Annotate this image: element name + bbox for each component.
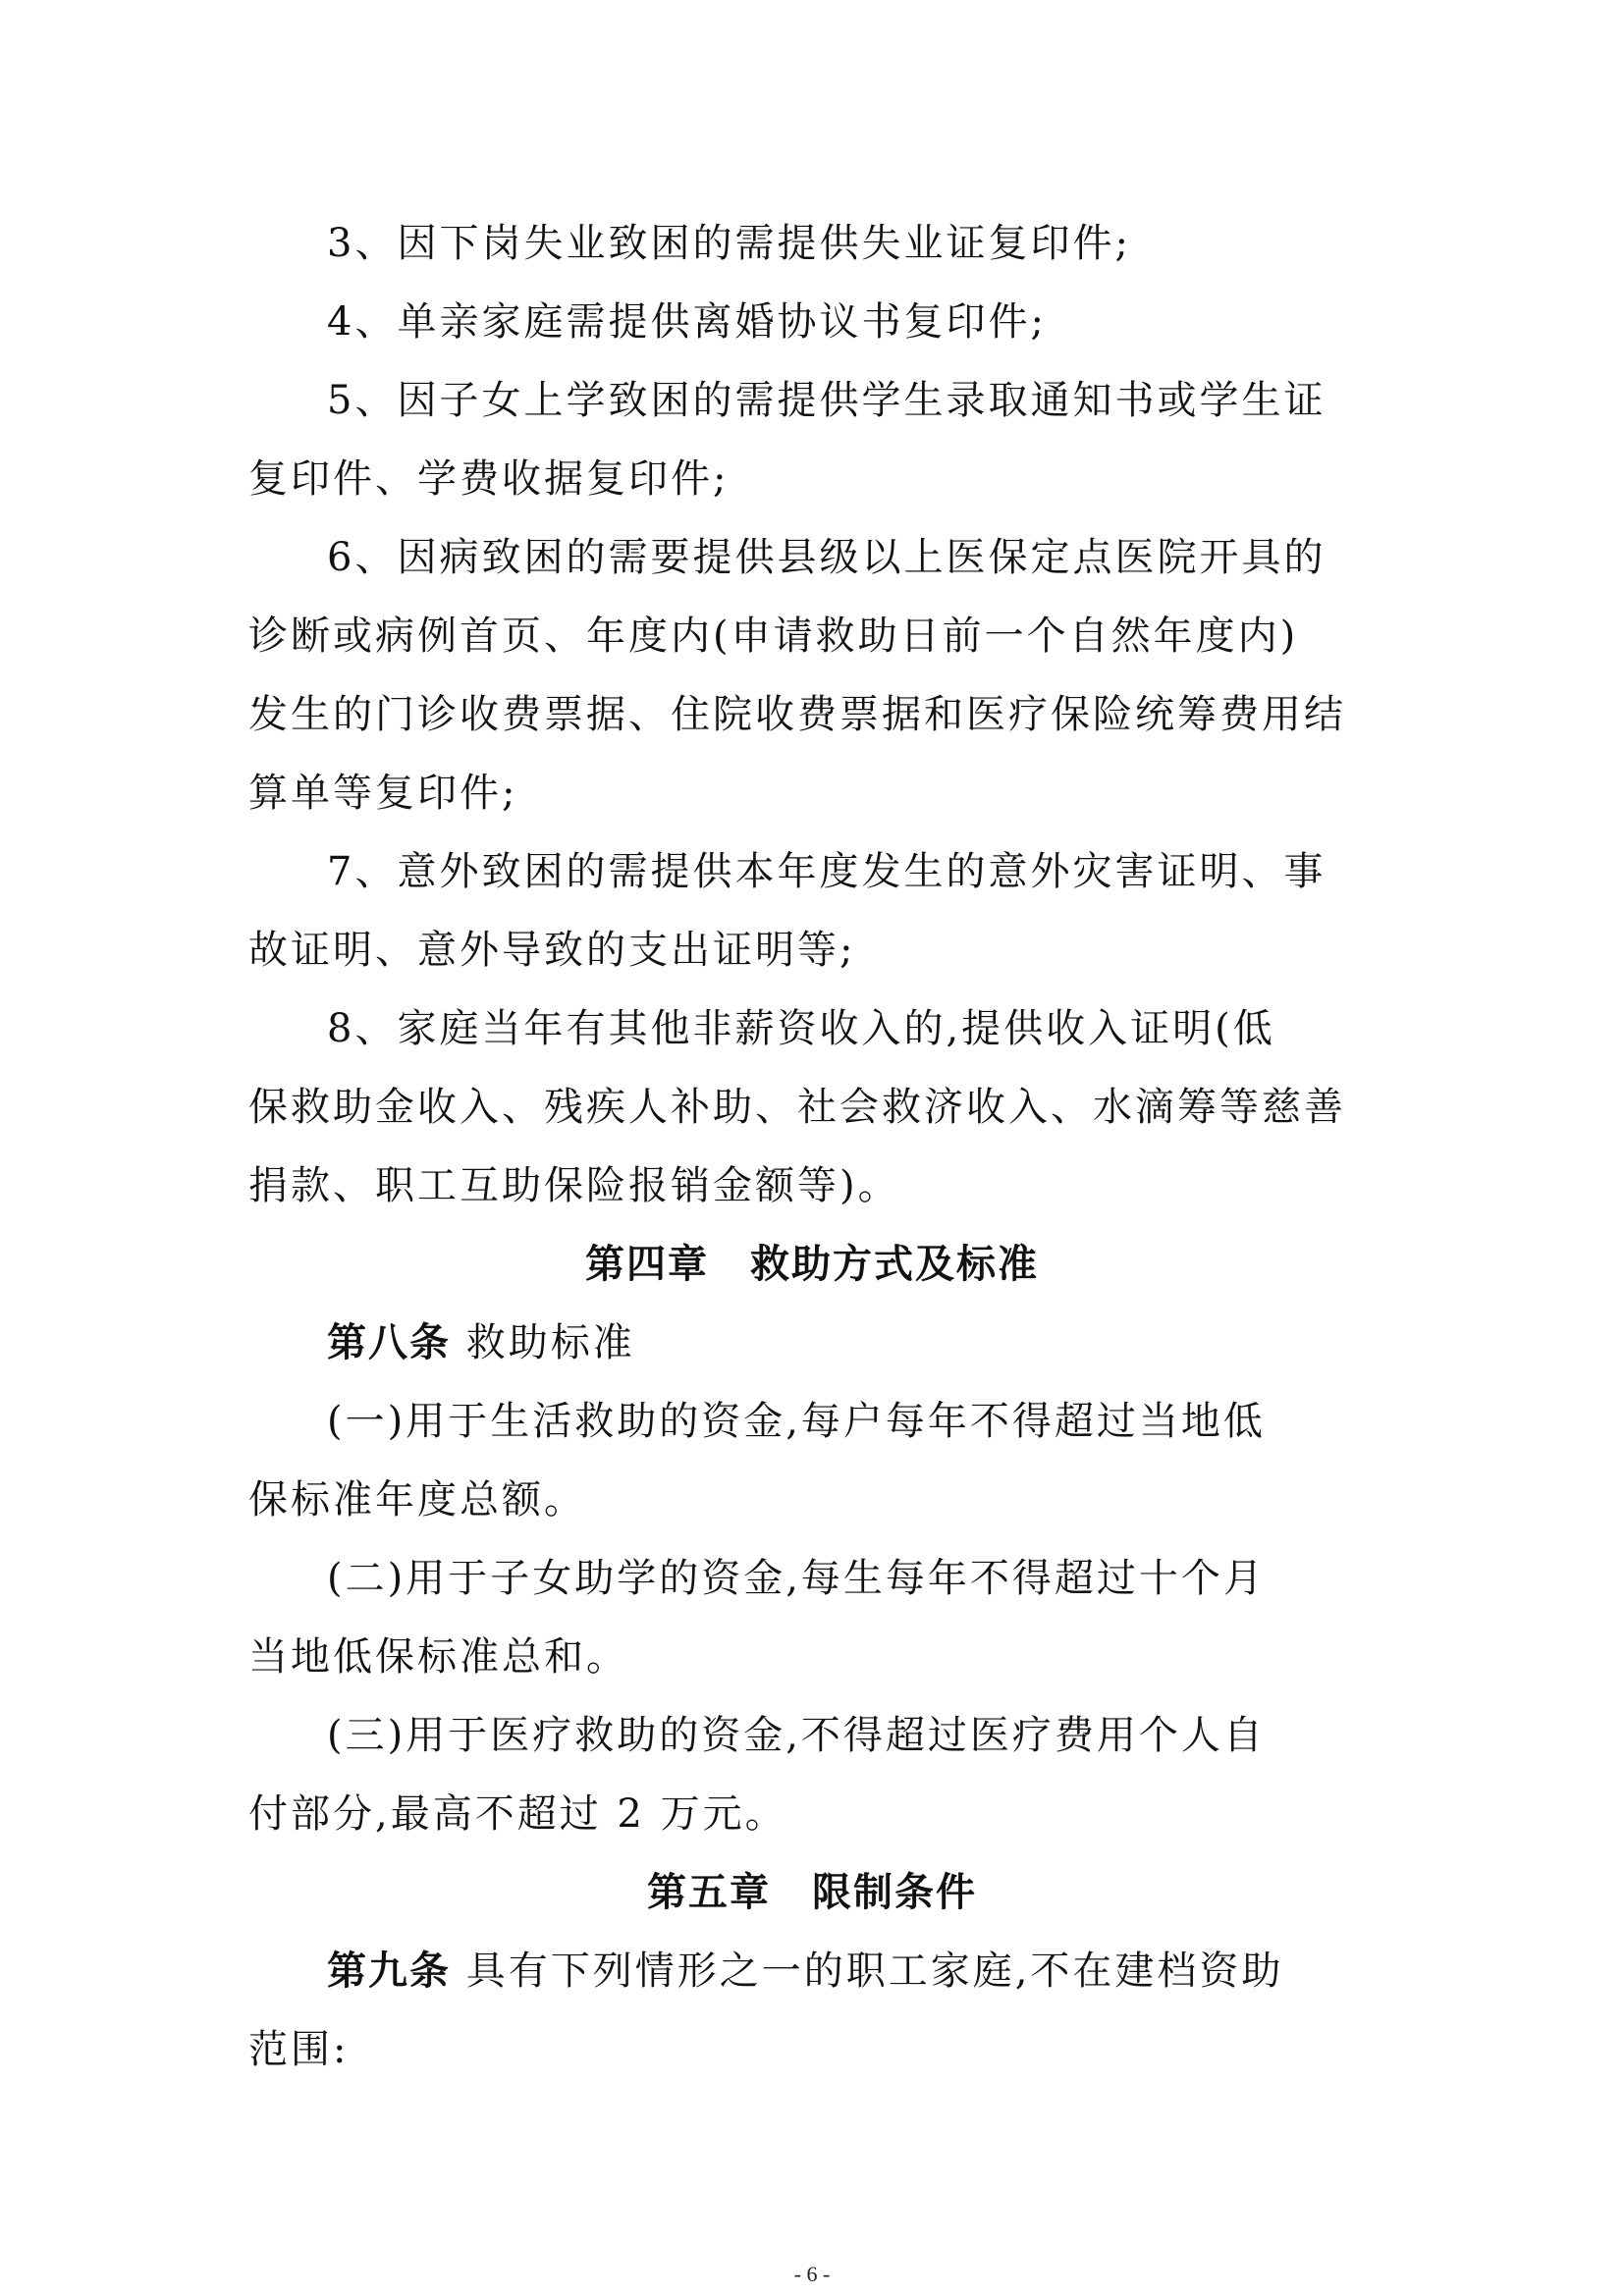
article-9-line xyxy=(0,1946,1624,1997)
body-line-5: 6、因病致困的需要提供县级以上医保定点医院开具的 xyxy=(327,535,1326,580)
article-8-item-1-line-1: (一)用于生活救助的资金,每户每年不得超过当地低 xyxy=(327,1399,1266,1444)
body-line-7: 发生的门诊收费票据、住院收费票据和医疗保险统筹费用结 xyxy=(248,692,1346,737)
body-line-12: 保救助金收入、残疾人补助、社会救济收入、水滴筹等慈善 xyxy=(248,1085,1346,1130)
article-8-item-2-line-1: (二)用于子女助学的资金,每生每年不得超过十个月 xyxy=(327,1556,1266,1601)
body-line-3: 5、因子女上学致困的需提供学生录取通知书或学生证 xyxy=(327,378,1326,423)
article-9-text: 具有下列情形之一的职工家庭,不在建档资助 xyxy=(465,1949,1284,1994)
body-line-10: 故证明、意外导致的支出证明等; xyxy=(248,928,856,973)
page-number: - 6 - xyxy=(793,2262,831,2286)
body-line-4: 复印件、学费收据复印件; xyxy=(248,456,730,502)
chapter-5-heading: 第五章 限制条件 xyxy=(647,1870,977,1915)
article-9-label: 第九条 xyxy=(327,1949,451,1994)
body-line-11: 8、家庭当年有其他非薪资收入的,提供收入证明(低 xyxy=(327,1006,1275,1051)
article-8-line xyxy=(0,1317,1624,1368)
article-8-item-3-line-2: 付部分,最高不超过 2 万元。 xyxy=(248,1791,787,1837)
article-8-item-1-line-2: 保标准年度总额。 xyxy=(248,1477,586,1522)
chapter-4-heading: 第四章 救助方式及标准 xyxy=(585,1242,1039,1287)
article-8-label: 第八条 xyxy=(327,1320,451,1365)
body-line-9: 7、意外致困的需提供本年度发生的意外灾害证明、事 xyxy=(327,849,1326,894)
body-line-13: 捐款、职工互助保险报销金额等)。 xyxy=(248,1163,900,1208)
article-8-title: 救助标准 xyxy=(465,1320,635,1365)
article-9-continuation: 范围: xyxy=(248,2027,350,2072)
body-line-8: 算单等复印件; xyxy=(248,771,518,816)
article-8-item-2-line-2: 当地低保标准总和。 xyxy=(248,1634,628,1680)
body-line-6: 诊断或病例首页、年度内(申请救助日前一个自然年度内) xyxy=(248,614,1299,659)
body-line-1: 3、因下岗失业致困的需提供失业证复印件; xyxy=(327,221,1131,266)
body-line-2: 4、单亲家庭需提供离婚协议书复印件; xyxy=(327,299,1047,345)
article-8-item-3-line-1: (三)用于医疗救助的资金,不得超过医疗费用个人自 xyxy=(327,1713,1266,1758)
